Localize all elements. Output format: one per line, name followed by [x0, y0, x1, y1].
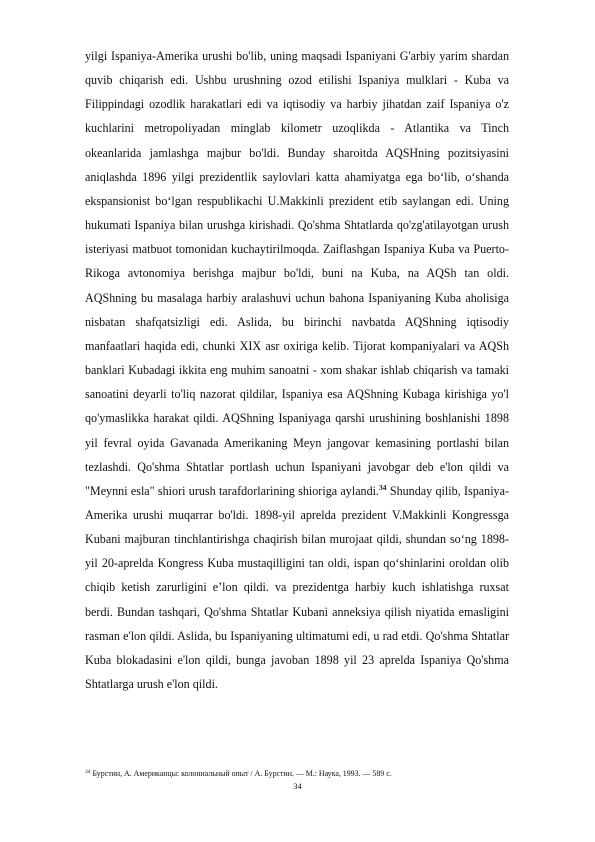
- page-number: 34: [293, 781, 302, 791]
- body-paragraph: [85, 44, 509, 696]
- body-paragraph-part1: yilgi Ispaniya-Amerika urushi bo'lib, uning maqsadi Ispaniyani G'arbiy yarim shardan quvib chiqarish edi. Ushbu urushning ozod etilishi Ispaniya mulklari - Kuba va Filippindagi ozodlik harakatlari edi va iqtisodiy va harbiy jihatdan zaif Ispaniya o'z kuchlarini metropoliyadan minglab kilometr uzoqlikda - Atlantika va Tinch okeanlarida jamlashga majbur bo'ldi. Bunday sharoitda AQSHning pozitsiyasini aniqlashda 1896 yilgi prezidentlik saylovlari katta ahamiyatga ega bo‘lib, o‘shanda ekspansionist bo‘lgan respublikachi U.Makkinli prezident etib saylangan edi. Uning hukumati Ispaniya bilan urushga kirishadi. Qo'shma Shtatlarda qo'zg'atilayotgan urush isteriyasi matbuot tomonidan kuchaytirilmoqda. Zaiflashgan Ispaniya Kuba va Puerto-Rikoga avtonomiya berishga majbur bo'ldi, buni na Kuba, na AQSh tan oldi. AQShning bu masalaga harbiy aralashuvi uchun bahona Ispaniyaning Kuba aholisiga nisbatan shafqatsizligi edi. Aslida, bu birinchi navbatda AQShning iqtisodiy manfaatlari haqida edi, chunki XIX asr oxiriga kelib. Tijorat kompaniyalari va AQSh banklari Kubadagi ikkita eng muhim sanoatni - xom shakar ishlab chiqarish va tamaki sanoatini deyarli to'liq nazorat qildilar, Ispaniya esa AQShning Kubaga kirishiga yo'l qo'ymaslikka harakat qildi. AQShning Ispaniyaga qarshi urushining boshlanishi 1898 yil fevral oyida Gavanada Amerikaning Meyn jangovar kemasining portlashi bilan tezlashdi. Qo'shma Shtatlar portlash uchun Ispaniyani javobgar deb e'lon qildi va "Meynni esla" shiori urush tarafdorlarining shioriga aylandi.: [85, 49, 509, 498]
- footnote: [85, 768, 515, 779]
- footnote-reference: 34: [379, 482, 387, 492]
- footnote-text: Бурстин, А. Американцы: колониальный опыт / А. Бурстин. — М.: Наука, 1993. — 589 с.: [90, 769, 392, 778]
- body-paragraph-part2: Shunday qilib, Ispaniya-Amerika urushi muqarrar bo'ldi. 1898-yil aprelda prezident V.Makkinli Kongressga Kubani majburan tinchlantirishga chaqirish bilan murojaat qildi, shundan so‘ng 1898-yil 20-aprelda Kongress Kuba mustaqilligini tan oldi, ispan qo‘shinlarini oroldan olib chiqib ketish zarurligini e’lon qildi. va prezidentga harbiy kuch ishlatishga ruxsat berdi. Bundan tashqari, Qo'shma Shtatlar Kubani anneksiya qilish niyatida emasligini rasman e'lon qildi. Aslida, bu Ispaniyaning ultimatumi edi, u rad etdi. Qo'shma Shtatlar Kuba blokadasini e'lon qildi, bunga javoban 1898 yil 23 aprelda Ispaniya Qo'shma Shtatlarga urush e'lon qildi.: [85, 483, 509, 692]
- footnote-number: 34: [85, 769, 91, 775]
